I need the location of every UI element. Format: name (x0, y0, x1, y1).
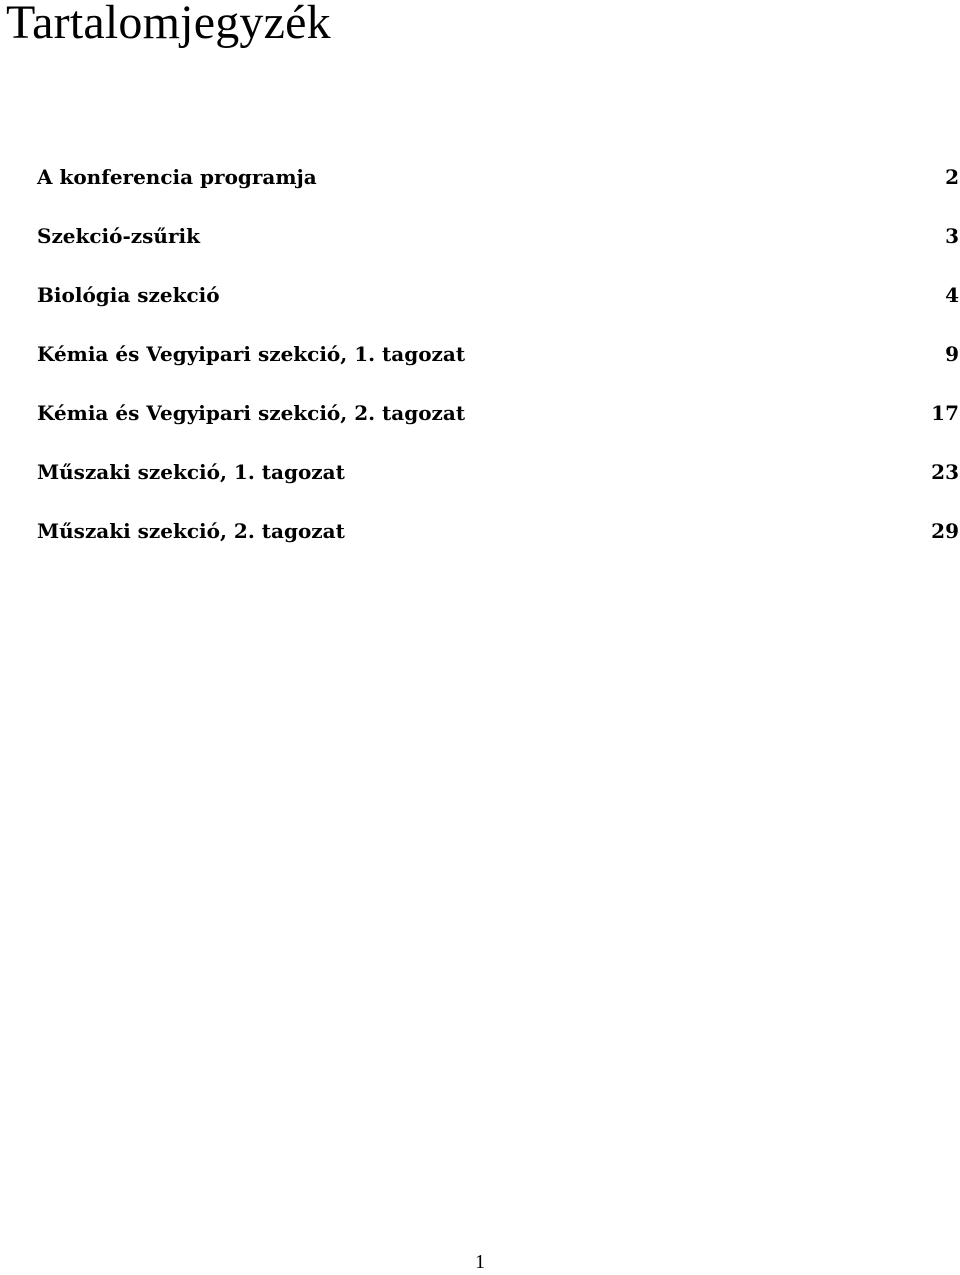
toc-entry-title: Szekció-zsűrik (37, 224, 200, 248)
toc-entry-chemistry-section-1[interactable] (37, 339, 959, 398)
toc-entry-biology-section[interactable] (37, 280, 959, 339)
toc-entry-engineering-section-1[interactable] (37, 457, 959, 516)
toc-entry-section-juries[interactable] (37, 221, 959, 280)
toc-entry-title: Műszaki szekció, 1. tagozat (37, 460, 345, 484)
toc-entry-title: Kémia és Vegyipari szekció, 2. tagozat (37, 401, 466, 425)
toc-entry-title: Kémia és Vegyipari szekció, 1. tagozat (37, 342, 466, 366)
table-of-contents (37, 162, 959, 575)
toc-entry-page: 4 (945, 283, 959, 307)
page-number: 1 (475, 1251, 485, 1273)
page-title: Tartalomjegyzék (6, 0, 331, 49)
toc-entry-conference-program[interactable] (37, 162, 959, 221)
toc-entry-page: 23 (931, 460, 959, 484)
toc-entry-engineering-section-2[interactable] (37, 516, 959, 575)
toc-entry-chemistry-section-2[interactable] (37, 398, 959, 457)
toc-entry-page: 29 (931, 519, 959, 543)
toc-entry-page: 3 (945, 224, 959, 248)
toc-entry-title: Műszaki szekció, 2. tagozat (37, 519, 345, 543)
toc-entry-title: Biológia szekció (37, 283, 220, 307)
toc-entry-page: 2 (945, 165, 959, 189)
toc-entry-page: 9 (945, 342, 959, 366)
toc-entry-title: A konferencia programja (37, 165, 317, 189)
toc-entry-page: 17 (931, 401, 959, 425)
